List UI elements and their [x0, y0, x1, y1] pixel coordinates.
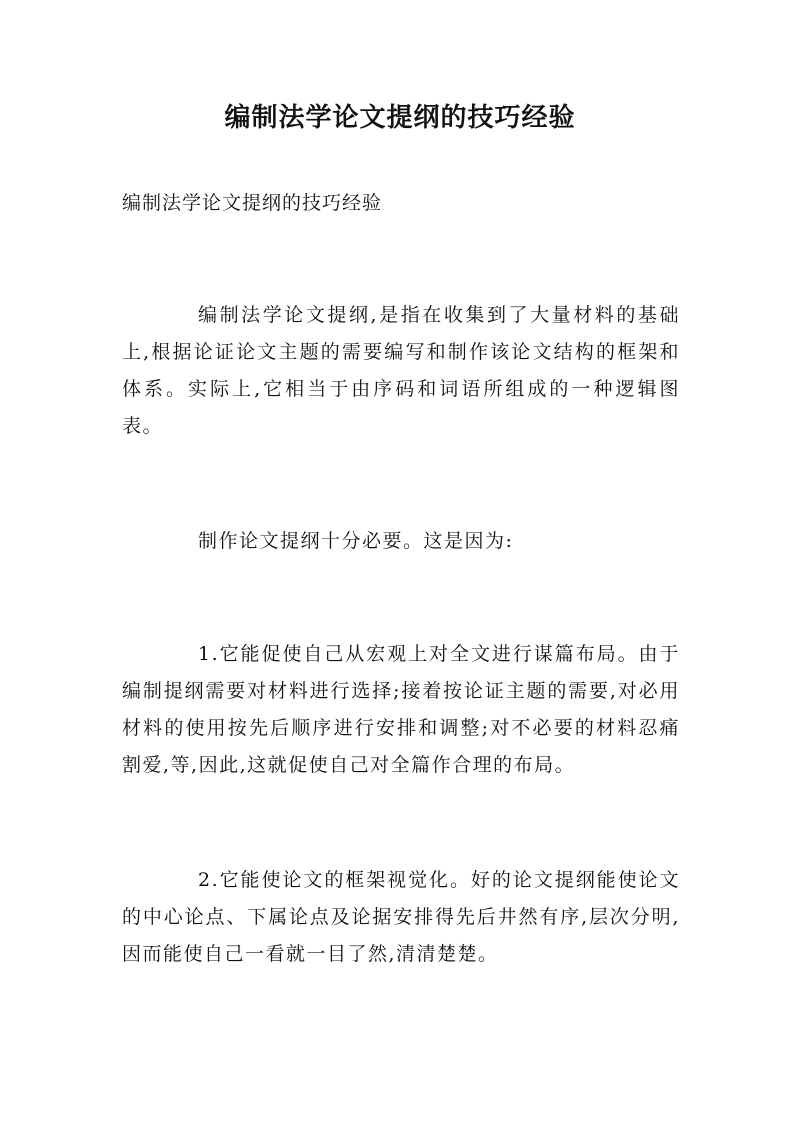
paragraph-point-2: 2.它能使论文的框架视觉化。好的论文提纲能使论文的中心论点、下属论点及论据安排得先后井然有序,层次分明,因而能使自己一看就一目了然,清清楚楚。	[122, 869, 680, 965]
document-subtitle: 编制法学论文提纲的技巧经验	[122, 192, 383, 214]
document-title: 编制法学论文提纲的技巧经验	[224, 103, 576, 133]
paragraph-necessity: 制作论文提纲十分必要。这是因为:	[198, 530, 514, 552]
paragraph-intro: 编制法学论文提纲,是指在收集到了大量材料的基础上,根据论证论文主题的需要编写和制作该论文结构的框架和体系。实际上,它相当于由序码和词语所组成的一种逻辑图表。	[122, 304, 680, 437]
paragraph-point-1: 1.它能促使自己从宏观上对全文进行谋篇布局。由于编制提纲需要对材料进行选择;接着按论证主题的需要,对必用材料的使用按先后顺序进行安排和调整;对不必要的材料忍痛割爱,等,因此,这就促使自己对全篇作合理的布局。	[122, 643, 680, 776]
